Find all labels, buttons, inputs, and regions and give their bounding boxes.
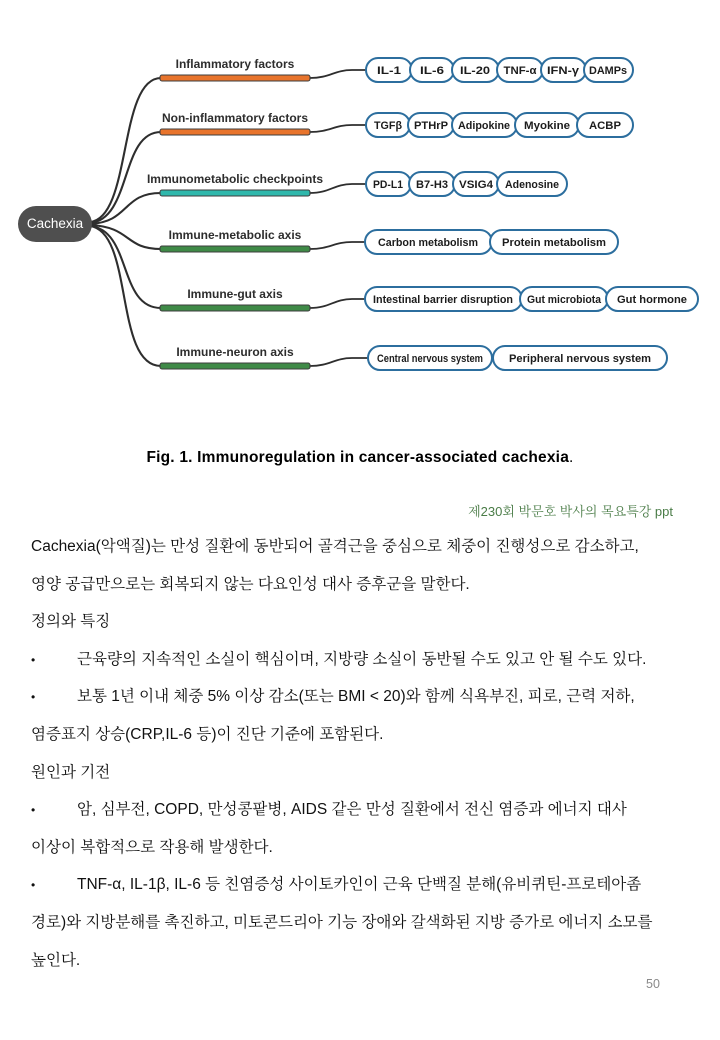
source-attribution: 제230회 박문호 박사의 목요특강 ppt bbox=[468, 504, 673, 519]
child-node-label: IFN-γ bbox=[547, 65, 581, 77]
body-line bbox=[31, 791, 711, 829]
children-connector bbox=[310, 299, 366, 308]
branch-link bbox=[90, 226, 161, 308]
child-node-label: TNF-α bbox=[503, 65, 537, 77]
child-node-label: Intestinal barrier disruption bbox=[373, 294, 514, 306]
figure-caption-period: . bbox=[569, 449, 574, 466]
body-line bbox=[31, 716, 711, 754]
child-node bbox=[452, 113, 517, 137]
children-connector bbox=[310, 70, 367, 78]
branch-immune-metabolic-axis bbox=[160, 228, 618, 254]
child-node bbox=[410, 58, 454, 82]
child-node-label: Adipokine bbox=[458, 120, 510, 132]
children-connector bbox=[310, 125, 367, 132]
child-node bbox=[577, 113, 633, 137]
body-line-text: 높인다. bbox=[31, 951, 81, 969]
child-node bbox=[584, 58, 633, 82]
child-node bbox=[497, 172, 567, 196]
branch-immune-gut-axis bbox=[160, 287, 698, 311]
child-node-label: ACBP bbox=[589, 120, 621, 132]
child-node-label: PD-L1 bbox=[373, 179, 403, 191]
figure-diagram bbox=[0, 0, 720, 432]
bullet-icon: • bbox=[31, 652, 36, 667]
branch-label: Immune-metabolic axis bbox=[168, 228, 302, 242]
branch-link bbox=[90, 226, 161, 366]
branch-bar bbox=[160, 305, 310, 311]
figure-caption bbox=[0, 449, 720, 467]
body-line-text: 원인과 기전 bbox=[31, 763, 111, 781]
child-node-label: Myokine bbox=[524, 120, 570, 132]
branch-bar bbox=[160, 75, 310, 81]
body-line bbox=[31, 528, 711, 566]
child-node bbox=[520, 287, 608, 311]
branch-label: Non-inflammatory factors bbox=[161, 111, 309, 125]
child-node-label: Protein metabolism bbox=[502, 237, 607, 249]
branch-link bbox=[90, 78, 161, 222]
child-node bbox=[497, 58, 543, 82]
child-node bbox=[409, 172, 455, 196]
body-line bbox=[31, 678, 711, 716]
child-node-label: VSIG4 bbox=[459, 179, 494, 191]
child-node-label: Central nervous system bbox=[377, 353, 484, 365]
body-line-text: Cachexia(악액질)는 만성 질환에 동반되어 골격근을 중심으로 체중이 진행성으로 감소하고, bbox=[31, 538, 639, 555]
child-node-label: IL-20 bbox=[460, 65, 490, 77]
body-line-text: 정의와 특징 bbox=[31, 613, 111, 631]
child-node bbox=[366, 172, 411, 196]
body-line-text: 이상이 복합적으로 작용해 발생한다. bbox=[31, 838, 273, 856]
branch-label: Immunometabolic checkpoints bbox=[146, 172, 324, 186]
body-line bbox=[31, 829, 711, 867]
child-node-label: Peripheral nervous system bbox=[509, 353, 652, 365]
child-node bbox=[452, 58, 499, 82]
child-node bbox=[366, 58, 412, 82]
body-line-text: 보통 1년 이내 체중 5% 이상 감소(또는 BMI < 20)와 함께 식욕부진, 피로, 근력 저하, bbox=[77, 688, 635, 706]
children-connector bbox=[310, 358, 369, 366]
branch-bar bbox=[160, 246, 310, 252]
child-node bbox=[365, 230, 492, 254]
child-node bbox=[515, 113, 579, 137]
children-connector bbox=[310, 242, 366, 249]
body-line bbox=[31, 904, 711, 942]
body-line-text: 근육량의 지속적인 소실이 핵심이며, 지방량 소실이 동반될 수도 있고 안 될 수도 있다. bbox=[77, 650, 647, 668]
body-line-text: 암, 심부전, COPD, 만성콩팥병, AIDS 같은 만성 질환에서 전신 염증과 에너지 대사 bbox=[77, 801, 627, 819]
branch-label: Inflammatory factors bbox=[175, 57, 295, 71]
branch-immune-neuron-axis bbox=[160, 345, 667, 370]
bullet-icon: • bbox=[31, 878, 36, 893]
body-line-text: 경로)와 지방분해를 촉진하고, 미토콘드리아 기능 장애와 갈색화된 지방 증가로 에너지 소모를 bbox=[31, 913, 653, 931]
child-node-label: Gut hormone bbox=[617, 294, 687, 306]
branch-label: Immune-neuron axis bbox=[176, 345, 294, 359]
child-node bbox=[365, 287, 522, 311]
body-line-text: 염증표지 상승(CRP,IL-6 등)이 진단 기준에 포함된다. bbox=[31, 725, 384, 743]
child-node-label: IL-1 bbox=[377, 65, 401, 77]
branch-bar bbox=[160, 363, 310, 369]
branch-bar bbox=[160, 129, 310, 135]
body-line bbox=[31, 754, 711, 792]
child-node bbox=[453, 172, 499, 196]
root-node-label: Cachexia bbox=[26, 216, 84, 231]
branch-inflammatory-factors bbox=[160, 57, 633, 82]
child-node bbox=[366, 113, 410, 137]
figure bbox=[0, 0, 720, 432]
child-node-label: IL-6 bbox=[420, 65, 444, 77]
child-node bbox=[606, 287, 698, 311]
body-line bbox=[31, 603, 711, 641]
child-node-label: Adenosine bbox=[505, 179, 559, 191]
root-node bbox=[18, 206, 92, 242]
child-node bbox=[368, 346, 492, 370]
child-node bbox=[490, 230, 618, 254]
figure-caption-text: Fig. 1. Immunoregulation in cancer-associated cachexia bbox=[146, 449, 570, 466]
branch-label: Immune-gut axis bbox=[187, 287, 283, 301]
branch-bar bbox=[160, 190, 310, 196]
body-text bbox=[31, 528, 711, 979]
body-line-text: TNF-α, IL-1β, IL-6 등 친염증성 사이토카인이 근육 단백질 분해(유비퀴틴-프로테아좀 bbox=[77, 876, 642, 894]
branch-immunometabolic-checkpoints bbox=[147, 172, 567, 196]
child-node bbox=[541, 58, 586, 82]
body-line-text: 영양 공급만으로는 회복되지 않는 다요인성 대사 증후군을 말한다. bbox=[31, 575, 470, 593]
child-node-label: TGFβ bbox=[374, 120, 403, 132]
body-line bbox=[31, 866, 711, 904]
body-line bbox=[31, 641, 711, 679]
page-number: 50 bbox=[646, 977, 660, 991]
child-node-label: DAMPs bbox=[589, 65, 627, 77]
bullet-icon: • bbox=[31, 803, 36, 818]
bullet-icon: • bbox=[31, 690, 36, 705]
child-node bbox=[493, 346, 667, 370]
child-node-label: Gut microbiota bbox=[527, 294, 602, 306]
branch-non-inflammatory-factors bbox=[160, 111, 633, 137]
body-line bbox=[31, 942, 711, 980]
body-line bbox=[31, 566, 711, 604]
child-node bbox=[408, 113, 454, 137]
child-node-label: Carbon metabolism bbox=[378, 237, 479, 249]
child-node-label: B7-H3 bbox=[416, 179, 448, 191]
child-node-label: PTHrP bbox=[414, 120, 448, 132]
